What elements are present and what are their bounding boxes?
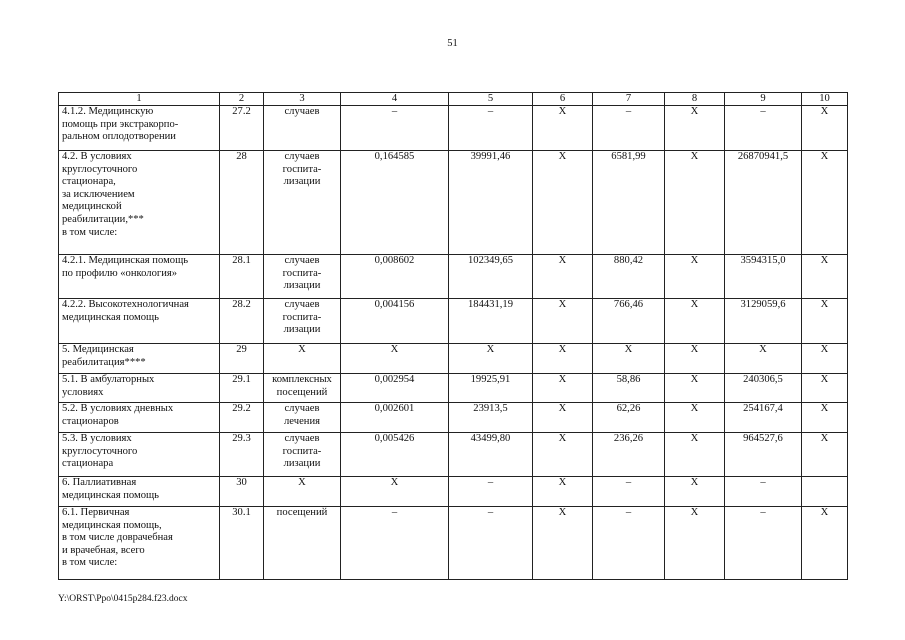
table-cell: 880,42 — [593, 255, 665, 299]
table-cell: 102349,65 — [449, 255, 533, 299]
row-label: 4.2. В условиях круглосуточного стационара, за исключением медицинской реабилитации,*** в том числе: — [59, 151, 220, 255]
table-cell: Х — [802, 403, 848, 433]
table-cell: Х — [533, 255, 593, 299]
table-cell: Х — [665, 151, 725, 255]
table-cell: Х — [665, 477, 725, 507]
table-row — [59, 507, 848, 580]
table-row — [59, 433, 848, 477]
table-cell: Х — [802, 507, 848, 580]
row-code: 29.2 — [220, 403, 264, 433]
table-cell: Х — [802, 106, 848, 151]
table-cell: 0,005426 — [341, 433, 449, 477]
table-cell: 23913,5 — [449, 403, 533, 433]
table-row — [59, 403, 848, 433]
table-cell: Х — [533, 344, 593, 374]
table-cell: 3594315,0 — [725, 255, 802, 299]
row-unit: посещений — [264, 507, 341, 580]
header-cell: 4 — [341, 93, 449, 106]
table-cell: 0,002601 — [341, 403, 449, 433]
row-code: 28.2 — [220, 299, 264, 344]
header-cell: 1 — [59, 93, 220, 106]
table-cell: Х — [533, 403, 593, 433]
table-cell: Х — [665, 344, 725, 374]
table-cell: Х — [665, 255, 725, 299]
table-cell: Х — [725, 344, 802, 374]
table-cell: 0,004156 — [341, 299, 449, 344]
row-unit: случаев — [264, 106, 341, 151]
page-number: 51 — [447, 38, 458, 49]
table-cell: – — [725, 477, 802, 507]
row-unit: Х — [264, 477, 341, 507]
row-label: 5.3. В условиях круглосуточного стационара — [59, 433, 220, 477]
table-cell: Х — [665, 403, 725, 433]
row-code: 30.1 — [220, 507, 264, 580]
table-cell: 43499,80 — [449, 433, 533, 477]
row-unit: случаев лечения — [264, 403, 341, 433]
row-code: 27.2 — [220, 106, 264, 151]
table-cell: Х — [533, 374, 593, 403]
table-cell: – — [725, 507, 802, 580]
table-cell: 964527,6 — [725, 433, 802, 477]
table-cell: – — [593, 477, 665, 507]
table-cell: Х — [533, 106, 593, 151]
table-cell: 254167,4 — [725, 403, 802, 433]
document-file-path: Y:\ORST\Ppo\0415p284.f23.docx — [58, 594, 188, 604]
table-cell: Х — [341, 477, 449, 507]
table-cell: Х — [533, 151, 593, 255]
row-code: 28 — [220, 151, 264, 255]
row-unit: Х — [264, 344, 341, 374]
table-cell: Х — [665, 374, 725, 403]
table-cell: 26870941,5 — [725, 151, 802, 255]
row-label: 4.2.1. Медицинская помощь по профилю «онкология» — [59, 255, 220, 299]
table-cell: Х — [802, 344, 848, 374]
table-cell: Х — [802, 374, 848, 403]
row-label: 5.1. В амбулаторных условиях — [59, 374, 220, 403]
table-cell: – — [725, 106, 802, 151]
row-label: 5. Медицинская реабилитация**** — [59, 344, 220, 374]
table-cell: – — [593, 507, 665, 580]
row-unit: случаев госпита- лизации — [264, 255, 341, 299]
row-label: 4.2.2. Высокотехнологичная медицинская помощь — [59, 299, 220, 344]
table-cell: Х — [665, 106, 725, 151]
table-cell: Х — [533, 299, 593, 344]
table-cell: 184431,19 — [449, 299, 533, 344]
row-label: 6.1. Первичная медицинская помощь, в том числе доврачебная и врачебная, всего в том числе: — [59, 507, 220, 580]
header-cell: 7 — [593, 93, 665, 106]
table-cell: Х — [533, 507, 593, 580]
table-row — [59, 374, 848, 403]
table-cell: 3129059,6 — [725, 299, 802, 344]
table-cell: 58,86 — [593, 374, 665, 403]
row-code: 30 — [220, 477, 264, 507]
table-cell: Х — [533, 433, 593, 477]
row-code: 29.1 — [220, 374, 264, 403]
table-row — [59, 477, 848, 507]
table-cell: Х — [533, 477, 593, 507]
header-cell: 8 — [665, 93, 725, 106]
table-cell: 0,008602 — [341, 255, 449, 299]
row-unit: случаев госпита- лизации — [264, 433, 341, 477]
table-cell: Х — [593, 344, 665, 374]
table-cell: 6581,99 — [593, 151, 665, 255]
table-row — [59, 344, 848, 374]
table-cell: – — [341, 106, 449, 151]
table-cell: – — [449, 477, 533, 507]
table-cell: Х — [341, 344, 449, 374]
table-row — [59, 106, 848, 151]
row-code: 28.1 — [220, 255, 264, 299]
table-cell: Х — [802, 433, 848, 477]
table-row — [59, 151, 848, 255]
header-cell: 3 — [264, 93, 341, 106]
header-cell: 9 — [725, 93, 802, 106]
table-cell: 39991,46 — [449, 151, 533, 255]
table-cell: Х — [449, 344, 533, 374]
header-cell: 2 — [220, 93, 264, 106]
table-cell: – — [449, 106, 533, 151]
table-header-row — [59, 93, 848, 106]
table-row — [59, 255, 848, 299]
table-cell: 0,002954 — [341, 374, 449, 403]
row-unit: случаев госпита- лизации — [264, 151, 341, 255]
table-cell: Х — [665, 299, 725, 344]
row-code: 29 — [220, 344, 264, 374]
table-cell: 0,164585 — [341, 151, 449, 255]
table-cell: Х — [802, 255, 848, 299]
table-cell: Х — [802, 151, 848, 255]
table-cell: 236,26 — [593, 433, 665, 477]
table-cell — [802, 477, 848, 507]
table-cell: Х — [665, 433, 725, 477]
table-cell: – — [449, 507, 533, 580]
table-cell: Х — [665, 507, 725, 580]
table-cell: Х — [802, 299, 848, 344]
table-cell: 240306,5 — [725, 374, 802, 403]
table-cell: – — [593, 106, 665, 151]
table-cell: 62,26 — [593, 403, 665, 433]
table-cell: 19925,91 — [449, 374, 533, 403]
table-cell: – — [341, 507, 449, 580]
row-unit: случаев госпита- лизации — [264, 299, 341, 344]
row-label: 6. Паллиативная медицинская помощь — [59, 477, 220, 507]
header-cell: 10 — [802, 93, 848, 106]
table-cell: 766,46 — [593, 299, 665, 344]
row-unit: комплексных посещений — [264, 374, 341, 403]
table-row — [59, 299, 848, 344]
data-table — [58, 92, 848, 580]
row-label: 4.1.2. Медицинскую помощь при экстракорпо- ральном оплодотворении — [59, 106, 220, 151]
header-cell: 5 — [449, 93, 533, 106]
header-cell: 6 — [533, 93, 593, 106]
row-code: 29.3 — [220, 433, 264, 477]
row-label: 5.2. В условиях дневных стационаров — [59, 403, 220, 433]
